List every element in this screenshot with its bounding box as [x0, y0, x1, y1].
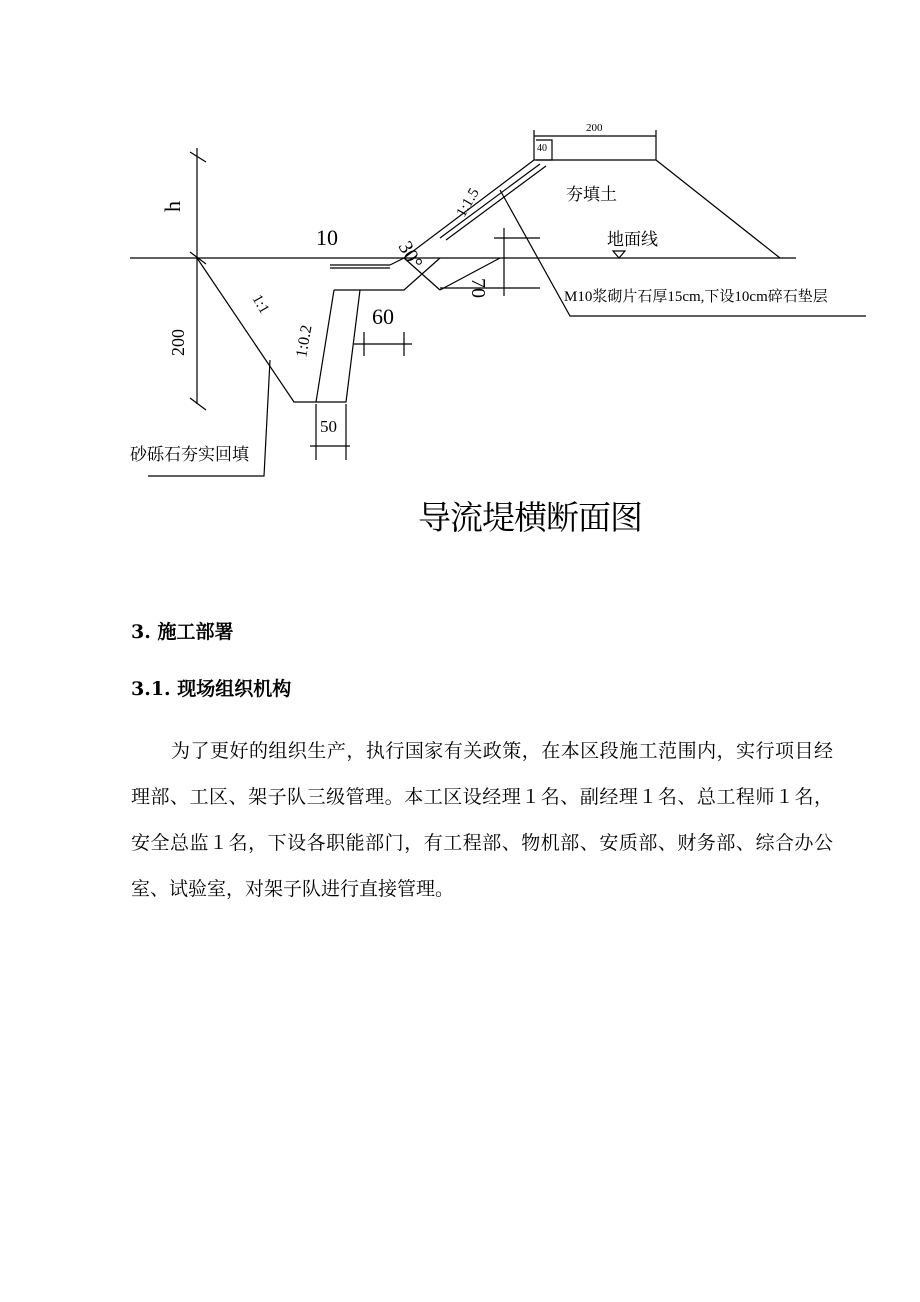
height-tick-top — [190, 152, 206, 162]
ground-label: 地面线 — [607, 230, 658, 249]
ditch-outline — [197, 258, 440, 402]
berm-width-label: 40 — [537, 143, 547, 154]
ditch-top-label: 10 — [316, 225, 338, 250]
ground-marker-icon — [613, 251, 625, 258]
protection-inner — [440, 164, 540, 238]
diagram-caption-text: 导流堤横断面图 — [418, 498, 642, 537]
body-paragraph: 为了更好的组织生产，执行国家有关政策，在本区段施工范围内，实行项目经理部、工区、架子队三级管理。本工区设经理１名、副经理１名、总工程师１名，安全总监１名，下设各职能部门，有工程部、物机部、安质部、财务部、综合办公室、试验室，对架子队进行直接管理。 — [131, 740, 833, 900]
ditch-inner-slope — [316, 290, 334, 402]
protection-note: M10浆砌片石厚15cm,下设10cm碎石垫层 — [564, 289, 828, 305]
height-label: h — [160, 201, 185, 212]
backfill-label: 砂砾石夯实回填 — [130, 445, 249, 464]
ditch-bottom-label: 50 — [320, 417, 337, 436]
cross-section-diagram — [0, 0, 920, 480]
step-width-label: 60 — [372, 304, 394, 329]
protection-depth-label: 70 — [467, 278, 489, 298]
ditch-depth-label: 200 — [168, 329, 188, 356]
upper-slope-label: 1:1.5 — [453, 185, 483, 220]
fill-label: 夯填土 — [566, 185, 617, 204]
section-heading: 3. 施工部署 — [131, 621, 234, 643]
subsection-heading: 3.1. 现场组织机构 — [131, 678, 292, 700]
embankment-slope — [390, 160, 780, 265]
height-tick-bot — [190, 398, 206, 410]
top-width-label: 200 — [586, 122, 603, 134]
diagram-caption — [0, 492, 920, 539]
inner-slope-label: 1:0.2 — [293, 323, 316, 359]
diagram-svg — [0, 0, 920, 480]
angle-label: 30° — [393, 237, 427, 273]
left-slope-label: 1:1 — [248, 292, 272, 317]
